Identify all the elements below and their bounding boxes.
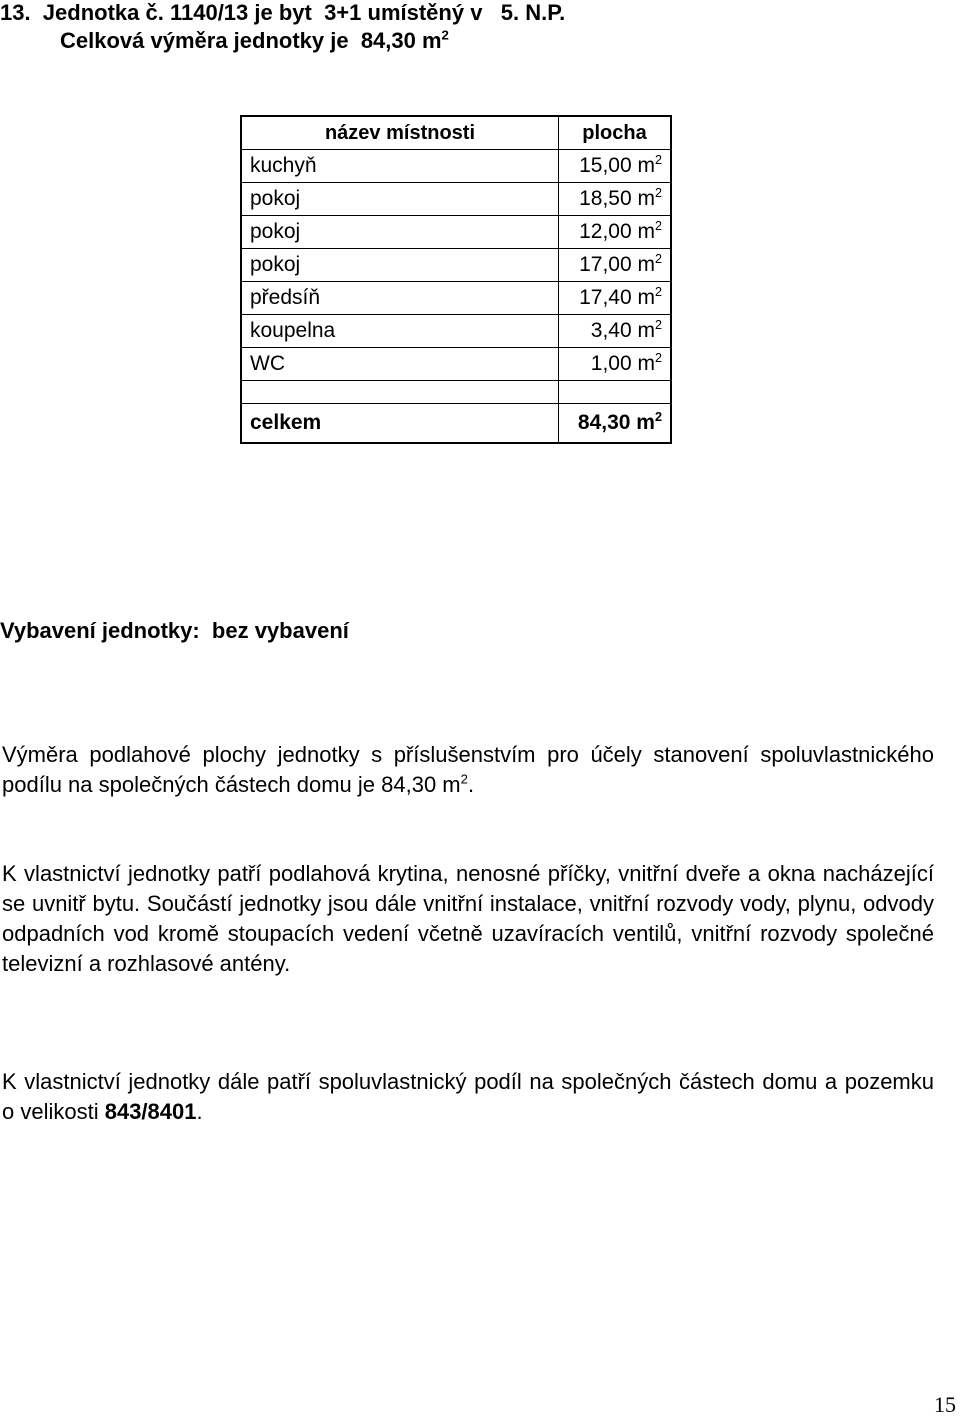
empty-cell (241, 381, 559, 404)
room-name: pokoj (241, 183, 559, 216)
share-paragraph: K vlastnictví jednotky dále patří spoluvlastnický podíl na společných částech domu a pozemku o velikosti 843/8401. (2, 1069, 934, 1124)
header-area: plocha (559, 116, 672, 150)
empty-row (241, 381, 671, 404)
unit-heading: 13. Jednotka č. 1140/13 je byt 3+1 umístěný v 5. N.P. (0, 0, 566, 25)
superscript: 2 (441, 27, 449, 43)
total-area-heading (60, 28, 449, 54)
room-name: koupelna (241, 315, 559, 348)
room-area: 17,00 $m^2$ (559, 249, 672, 282)
empty-cell (559, 381, 672, 404)
table-row (241, 216, 671, 249)
room-area: 15,00 $m^2$ (559, 150, 672, 183)
room-area: 12,00 $m^2$ (559, 216, 672, 249)
floor-area-paragraph: Výměra podlahové plochy jednotky s příslušenstvím pro účely stanovení spoluvlastnického podílu na společných částech domu je 84,30 $m^2$. (2, 742, 934, 797)
room-name: pokoj (241, 216, 559, 249)
table-row (241, 150, 671, 183)
total-area-text: Celková výměra jednotky je 84,30 m (60, 28, 442, 53)
ownership-share: 843/8401 (104, 1099, 197, 1124)
room-area: 3,40 $m^2$ (559, 315, 672, 348)
table-row (241, 183, 671, 216)
room-name: WC (241, 348, 559, 381)
header-room-name: název místnosti (241, 116, 559, 150)
table-row (241, 249, 671, 282)
table-row (241, 348, 671, 381)
room-name: kuchyň (241, 150, 559, 183)
room-area: 18,50 $m^2$ (559, 183, 672, 216)
table-row (241, 282, 671, 315)
total-label: celkem (241, 404, 559, 444)
room-area: 17,40 $m^2$ (559, 282, 672, 315)
room-name: pokoj (241, 249, 559, 282)
room-area: 1,00 $m^2$ (559, 348, 672, 381)
equipment-line: Vybavení jednotky: bez vybavení (0, 618, 349, 643)
ownership-paragraph: K vlastnictví jednotky patří podlahová krytina, nenosné příčky, vnitřní dveře a okna nacházející se uvnitř bytu. Součástí jednotky jsou dále vnitřní instalace, vnitřní rozvody vody, plynu, odvody odpadních vod kromě stoupacích vedení včetně uzavíracích ventilů, vnitřní rozvody společné televizní a rozhlasové antény. (2, 861, 934, 976)
total-area: 84,30 $m^2$ (559, 404, 672, 444)
table-header-row (241, 116, 671, 150)
total-row (241, 404, 671, 444)
page-number: 15 (934, 1392, 956, 1417)
table-row (241, 315, 671, 348)
room-name: předsíň (241, 282, 559, 315)
rooms-table (240, 115, 672, 444)
